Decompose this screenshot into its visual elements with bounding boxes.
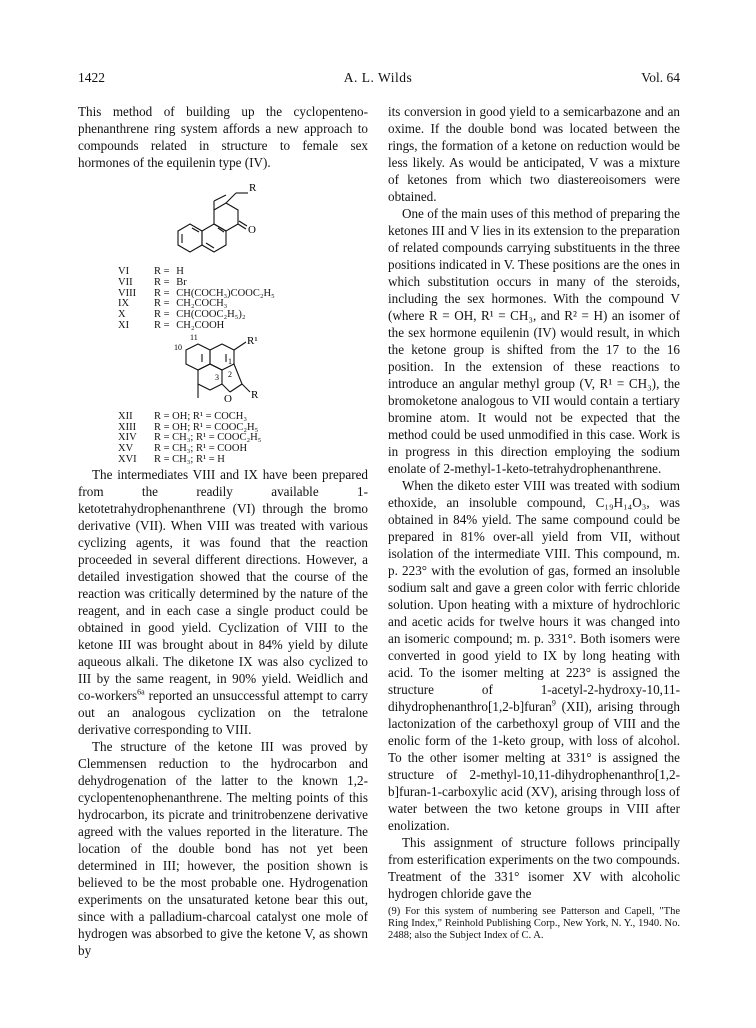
list-item: XI R = CH₂COOH [118,319,225,331]
list-item: X R = CH(COOC₂H₅)₂ [118,309,246,321]
structure-figure-2 [78,332,368,410]
position-1-label: 1 [228,356,232,366]
r1-substituent-label: R¹ [247,334,258,347]
position-2-label: 2 [228,369,232,379]
list-item: VII R = Br [118,276,187,288]
footnote-9: (9) For this system of numbering see Patterson and Capell, "The Ring Index," Reinhold Publishing Corp., New York, N. Y., 1940. No. 2488; also the Subject Index of C. A. [388,906,680,941]
paragraph-semicarbazone: its conversion in good yield to a semicarbazone and an oxime. If the double bond was located between the rings, the formation of a ketone on reduction would be less likely. As would be anticipated, V was a mixture of ketones from which two diastereoisomers were obtained. [388,104,680,204]
r-substituent-label: R [249,182,257,194]
running-header-author: A. L. Wilds [343,70,413,85]
volume-label: Vol. 64 [641,70,680,85]
cyclopentenophenanthrene-ketone-structure [78,171,368,265]
list-item: XII R = OH; R¹ = COCH₃ [118,410,248,422]
position-10-label: 10 [174,342,182,352]
paragraph-intermediates: The intermediates VIII and IX have been prepared from the readily available 1-ketotetrahydrophenanthrene (VI) through the bromo derivative (VII). When VIII was treated with various cyclizing agents, it was found that the reaction proceeded in several different directions. However, a detailed investigation showed that the course of the reaction was critically determined by the nature of the reagent, and in each case a single product could be obtained in good yield. Cyclization of VIII to the ketone III was brought about in 84% yield by dilute aqueous alkali. The diketone IX was also cyclized to III by the same reagent, in 90% yield. Weidlich and co-workers$^{6a}$ reported an unsuccessful attempt to carry out an analogous cyclization on the tetralone derivative corresponding to VIII. [78,466,368,737]
paragraph-diketo-ester: When the diketo ester VIII was treated with sodium ethoxide, an insoluble compound, C₁₉H₁₄O₃, was obtained in 84% yield. The same compound could be prepared in 81% over-all yield from VII, without isolation of the intermediate VIII. This compound, m. p. 223° with the evolution of gas, formed an insoluble sodium salt and gave a green color with ferric chloride solution. Upon heating with a mixture of hydrochloric and acetic acids for twelve hours it was changed into an isomeric compound; m. p. 331°. Both isomers were converted in good yield to IX by long heating with acid. To the isomer melting at 223° is assigned the structure of 1-acetyl-2-hydroxy-10,11-dihydrophenanthro[1,2-b]furan$^9$ (XII), arising through lactonization of the carbethoxyl group of VIII and the enolic form of the 1-keto group, with loss of alcohol. To the other isomer melting at 331° is assigned the structure of 2-methyl-10,11-dihydrophenanthro[1,2-b]furan-1-carboxylic acid (XV), arising through loss of water between the two ketone groups in VIII after enolization. [388,478,680,833]
substituent-list-2 [118,412,368,466]
left-column [78,103,368,959]
ketone-oxygen-label: O [248,224,256,236]
paragraph-assignment: This assignment of structure follows principally from esterification experiments on the two compounds. Treatment of the 331° isomer XV with alcoholic hydrogen chloride gave the [388,835,680,901]
list-item: VI R = H [118,266,184,277]
page-number: 1422 [78,70,105,85]
position-11-label: 11 [190,332,198,342]
position-3-label: 3 [215,372,219,382]
substituent-list-1 [118,267,368,332]
r-substituent-label: R [251,388,259,401]
list-item: XV R = CH₃; R¹ = COOH [118,443,248,455]
intro-paragraph: This method of building up the cyclopenteno-phenanthrene ring system affords a new approach to compounds related in structure to female sex hormones of the equilenin type (IV). [78,104,368,170]
right-column [388,103,680,942]
list-item: IX R = CH₂COCH₃ [118,298,228,310]
dihydrophenanthrofuran-structure [78,332,368,410]
list-item: XVI R = CH₃; R¹ = H [118,453,225,465]
furan-oxygen-label: O [224,392,232,405]
paragraph-structure-proof: The structure of the ketone III was proved by Clemmensen reduction to the hydrocarbon and dehydrogenation of the latter to the known 1,2-cyclopentenophenanthrene. The melting points of this hydrocarbon, its picrate and trinitrobenzene derivative agreed with the values reported in the literature. The location of the double bond has not yet been determined in III; however, the position shown is believed to be the most probable one. Hydrogenation experiments on the unsaturated ketone bear this out, since with a palladium-charcoal catalyst one mole of hydrogen was absorbed to give the ketone V, as shown by [78,738,368,958]
list-item: VIII R = CH(COCH₃)COOC₂H₅ [118,287,275,299]
paragraph-main-uses: One of the main uses of this method of preparing the ketones III and V lies in its extension to the preparation of related compounds carrying substituents in the three positions indicated in V. These positions are the ones in which substitution occurs in many of the steroids, including the sex hormones. With the compound V (where R = OH, R¹ = CH₃, and R² = H) an isomer of the sex hormone equilenin (IV) would result, in which the ketone group is shifted from the 17 to the 16 position. In the extension of these reactions to introduce an angular methyl group (V, R¹ = CH₃), the bromoketone analogous to VII would contain a tertiary bromine atom. It would not be expected that the method could be used unmodified in this case. Work is in progress in this direction employing the sodium enolate of 2-methyl-1-keto-tetrahydrophenanthrene. [388,206,680,476]
list-item: XIV R = CH₃; R¹ = COOC₂H₅ [118,432,262,444]
structure-figure-1 [78,171,368,265]
list-item: XIII R = OH; R¹ = COOC₂H₅ [118,421,259,433]
